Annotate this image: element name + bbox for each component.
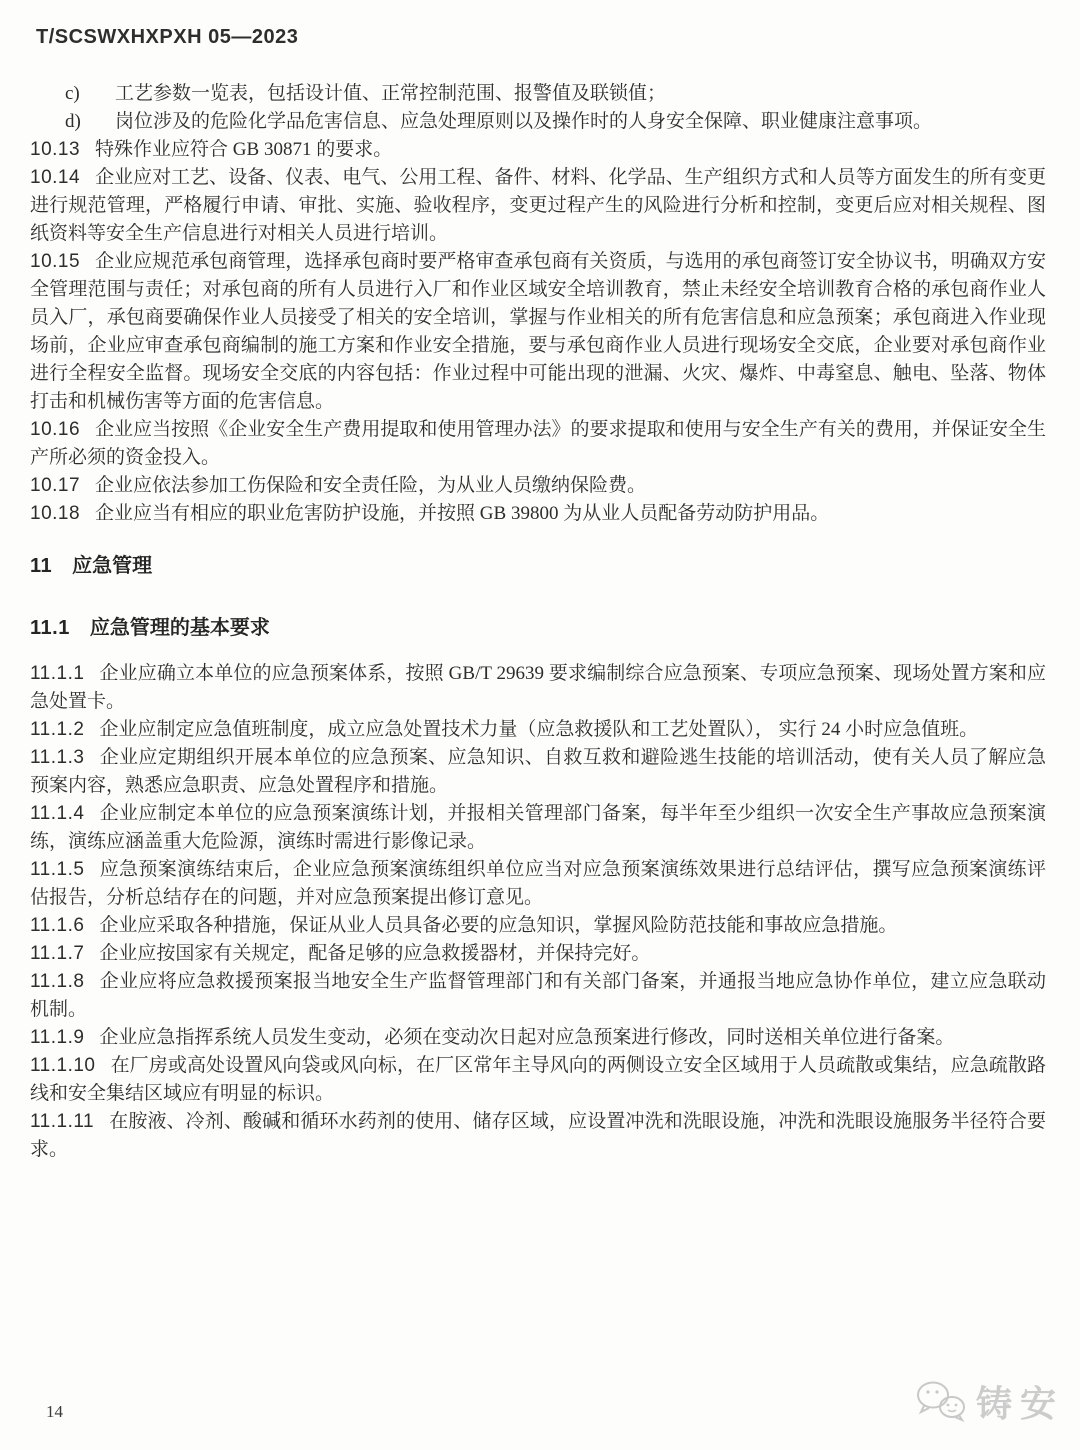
paragraph-text: 企业应将应急救援预案报当地安全生产监督管理部门和有关部门备案，并通报当地应急协作单位，建立应急联动机制。 bbox=[30, 971, 1046, 1020]
clause-11.1.1 bbox=[30, 660, 1046, 716]
list-item-c bbox=[30, 80, 1046, 108]
clause-number: 11.1.1 bbox=[30, 663, 85, 684]
paragraph-text: 企业应按国家有关规定，配备足够的应急救援器材，并保持完好。 bbox=[99, 943, 651, 964]
paragraph-text: 岗位涉及的危险化学品危害信息、应急处理原则以及操作时的人身安全保障、职业健康注意事项。 bbox=[115, 111, 933, 132]
clause-11.1.3 bbox=[30, 744, 1046, 800]
clause-11.1.9 bbox=[30, 1024, 1046, 1052]
paragraph-text: 企业应采取各种措施，保证从业人员具备必要的应急知识，掌握风险防范技能和事故应急措施。 bbox=[99, 915, 898, 936]
section-heading-11.1 bbox=[30, 614, 1046, 642]
paragraph-text: 企业应对工艺、设备、仪表、电气、公用工程、备件、材料、化学品、生产组织方式和人员等方面发生的所有变更进行规范管理，严格履行申请、审批、实施、验收程序，变更过程产生的风险进行分析和控制，变更后应对相关规程、图纸资料等安全生产信息进行对相关人员进行培训。 bbox=[30, 167, 1046, 244]
clause-10.18 bbox=[30, 500, 1046, 528]
clause-number: 10.13 bbox=[30, 139, 81, 160]
clause-10.14 bbox=[30, 164, 1046, 248]
clause-10.17 bbox=[30, 472, 1046, 500]
heading-text: 应急管理 bbox=[72, 555, 153, 577]
paragraph-text: 企业应定期组织开展本单位的应急预案、应急知识、自救互救和避险逃生技能的培训活动，使有关人员了解应急预案内容，熟悉应急职责、应急处置程序和措施。 bbox=[30, 747, 1046, 796]
clause-11.1.8 bbox=[30, 968, 1046, 1024]
clause-number: 10.16 bbox=[30, 419, 81, 440]
paragraph-text: 企业应确立本单位的应急预案体系，按照 GB/T 29639 要求编制综合应急预案、专项应急预案、现场处置方案和应急处置卡。 bbox=[30, 663, 1046, 712]
paragraph-text: 在胺液、冷剂、酸碱和循环水药剂的使用、储存区域，应设置冲洗和洗眼设施，冲洗和洗眼设施服务半径符合要求。 bbox=[30, 1111, 1046, 1160]
clause-number: 11.1.2 bbox=[30, 719, 85, 740]
paragraph-text: 应急预案演练结束后，企业应急预案演练组织单位应当对应急预案演练效果进行总结评估，撰写应急预案演练评估报告，分析总结存在的问题，并对应急预案提出修订意见。 bbox=[30, 859, 1046, 908]
clause-number: 11.1.3 bbox=[30, 747, 85, 768]
clause-number: 11.1.9 bbox=[30, 1027, 85, 1048]
clause-number: 11.1.7 bbox=[30, 943, 85, 964]
clause-11.1.10 bbox=[30, 1052, 1046, 1108]
paragraph-text: 在厂房或高处设置风向袋或风向标，在厂区常年主导风向的两侧设立安全区域用于人员疏散或集结，应急疏散路线和安全集结区域应有明显的标识。 bbox=[30, 1055, 1046, 1104]
clause-11.1.11 bbox=[30, 1108, 1046, 1164]
paragraph-text: 企业应规范承包商管理，选择承包商时要严格审查承包商有关资质，与选用的承包商签订安全协议书，明确双方安全管理范围与责任；对承包商的所有人员进行入厂和作业区域安全培训教育，禁止未经安全培训教育合格的承包商作业人员入厂，承包商要确保作业人员接受了相关的安全培训，掌握与作业相关的所有危害信息和应急预案；承包商进入作业现场前，企业应审查承包商编制的施工方案和作业安全措施，要与承包商作业人员进行现场安全交底，企业要对承包商作业进行全程安全监督。现场安全交底的内容包括：作业过程中可能出现的泄漏、火灾、爆炸、中毒窒息、触电、坠落、物体打击和机械伤害等方面的危害信息。 bbox=[30, 251, 1046, 412]
clause-number: 11.1.11 bbox=[30, 1111, 95, 1132]
paragraph-text: 特殊作业应符合 GB 30871 的要求。 bbox=[95, 139, 393, 160]
clause-11.1.2 bbox=[30, 716, 1046, 744]
list-marker: d) bbox=[65, 111, 81, 132]
paragraph-text: 企业应依法参加工伤保险和安全责任险，为从业人员缴纳保险费。 bbox=[95, 475, 647, 496]
clause-11.1.5 bbox=[30, 856, 1046, 912]
clause-11.1.6 bbox=[30, 912, 1046, 940]
watermark-text: 铸安 bbox=[975, 1382, 1064, 1424]
clause-number: 10.18 bbox=[30, 503, 81, 524]
paragraph-text: 企业应当有相应的职业危害防护设施，并按照 GB 39800 为从业人员配备劳动防护用品。 bbox=[95, 503, 830, 524]
content bbox=[30, 80, 1046, 1164]
paragraph-text: 工艺参数一览表，包括设计值、正常控制范围、报警值及联锁值； bbox=[115, 83, 667, 104]
paragraph-text: 企业应急指挥系统人员发生变动，必须在变动次日起对应急预案进行修改，同时送相关单位进行备案。 bbox=[99, 1027, 955, 1048]
heading-number: 11.1 bbox=[30, 617, 70, 639]
paragraph-text: 企业应制定本单位的应急预案演练计划，并报相关管理部门备案，每半年至少组织一次安全生产事故应急预案演练，演练应涵盖重大危险源，演练时需进行影像记录。 bbox=[30, 803, 1046, 852]
clause-number: 10.15 bbox=[30, 251, 81, 272]
page-number: 14 bbox=[46, 1402, 63, 1421]
clause-number: 11.1.5 bbox=[30, 859, 85, 880]
paragraph-text: 企业应当按照《企业安全生产费用提取和使用管理办法》的要求提取和使用与安全生产有关的费用，并保证安全生产所必须的资金投入。 bbox=[30, 419, 1046, 468]
doc-number: T/SCSWXHXPXH 05—2023 bbox=[36, 26, 299, 48]
chat-bubbles-icon bbox=[914, 1379, 968, 1428]
clause-10.15 bbox=[30, 248, 1046, 416]
clause-number: 10.14 bbox=[30, 167, 81, 188]
clause-11.1.7 bbox=[30, 940, 1046, 968]
heading-number: 11 bbox=[30, 555, 53, 577]
clause-number: 11.1.10 bbox=[30, 1055, 96, 1076]
heading-text: 应急管理的基本要求 bbox=[89, 617, 270, 639]
clause-10.16 bbox=[30, 416, 1046, 472]
clause-number: 11.1.4 bbox=[30, 803, 85, 824]
clause-number: 11.1.8 bbox=[30, 971, 85, 992]
clause-10.13 bbox=[30, 136, 1046, 164]
watermark bbox=[914, 1379, 1064, 1428]
clause-number: 11.1.6 bbox=[30, 915, 85, 936]
clause-number: 10.17 bbox=[30, 475, 81, 496]
clause-11.1.4 bbox=[30, 800, 1046, 856]
section-heading-11 bbox=[30, 552, 1046, 580]
list-item-d bbox=[30, 108, 1046, 136]
list-marker: c) bbox=[65, 83, 80, 104]
paragraph-text: 企业应制定应急值班制度，成立应急处置技术力量（应急救援队和工艺处置队）， 实行 24 小时应急值班。 bbox=[99, 719, 979, 740]
